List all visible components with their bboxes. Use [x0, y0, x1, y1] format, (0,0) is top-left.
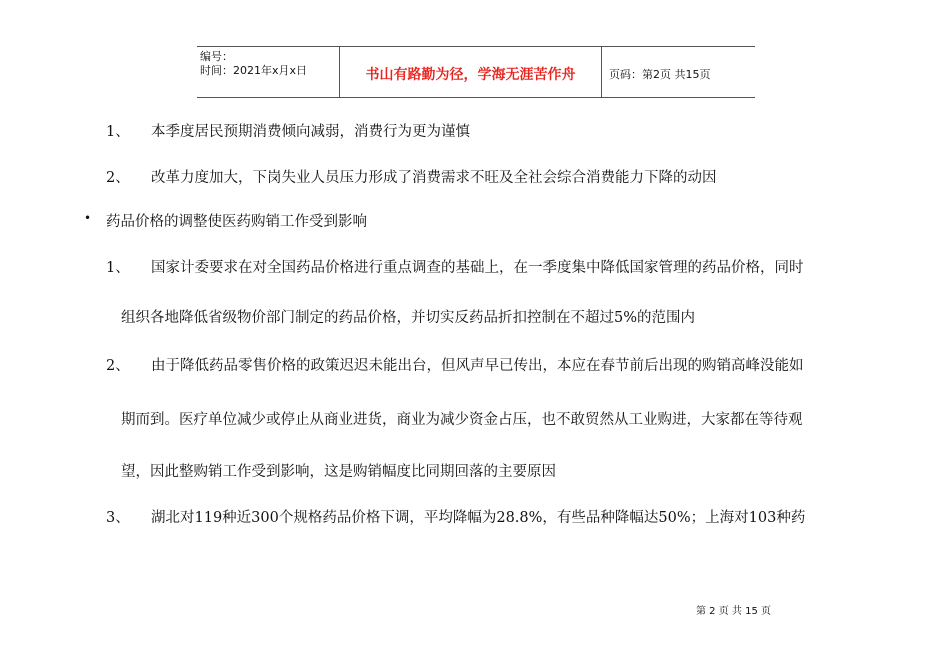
header-motto: 书山有路勤为径，学海无涯苦作舟: [340, 47, 602, 97]
page-footer: 第 2 页 共 15 页: [696, 606, 771, 617]
list-item-text: 由于降低药品零售价格的政策迟迟未能出台，但风声早已传出，本应在春节前后出现的购销高峰没能如: [151, 358, 804, 374]
section-heading: 药品价格的调整使医药购销工作受到影响: [106, 214, 367, 230]
document-id-label: 编号：: [200, 50, 233, 63]
list-item-text-continued: 望，因此整购销工作受到影响，这是购销幅度比同期回落的主要原因: [121, 464, 556, 480]
header-page-info: 页码：第2页 共15页: [609, 67, 711, 81]
list-item-text-continued: 组织各地降低省级物价部门制定的药品价格，并切实反药品折扣控制在不超过5%的范围内: [121, 310, 695, 326]
list-item-text: 本季度居民预期消费倾向减弱，消费行为更为谨慎: [151, 124, 470, 140]
bullet-icon: •: [84, 211, 92, 225]
list-item-text: 改革力度加大，下岗失业人员压力形成了消费需求不旺及全社会综合消费能力下降的动因: [151, 170, 717, 186]
list-item-number: 1、: [106, 124, 130, 140]
list-item-number: 1、: [106, 260, 130, 276]
list-item-text: 湖北对119种近300个规格药品价格下调，平均降幅为28.8%，有些品种降幅达50%；上海对103种药: [151, 510, 806, 526]
list-item-number: 3、: [106, 510, 130, 526]
document-date: 时间：2021年x月x日: [200, 64, 308, 77]
list-item-text-continued: 期而到。医疗单位减少或停止从商业进货，商业为减少资金占压，也不敢贸然从工业购进，大家都在等待观: [121, 412, 803, 428]
list-item-number: 2、: [106, 358, 130, 374]
document-header: [197, 46, 755, 98]
list-item-text: 国家计委要求在对全国药品价格进行重点调查的基础上，在一季度集中降低国家管理的药品价格，同时: [151, 260, 804, 276]
header-meta-cell: [197, 47, 340, 97]
list-item-number: 2、: [106, 170, 130, 186]
